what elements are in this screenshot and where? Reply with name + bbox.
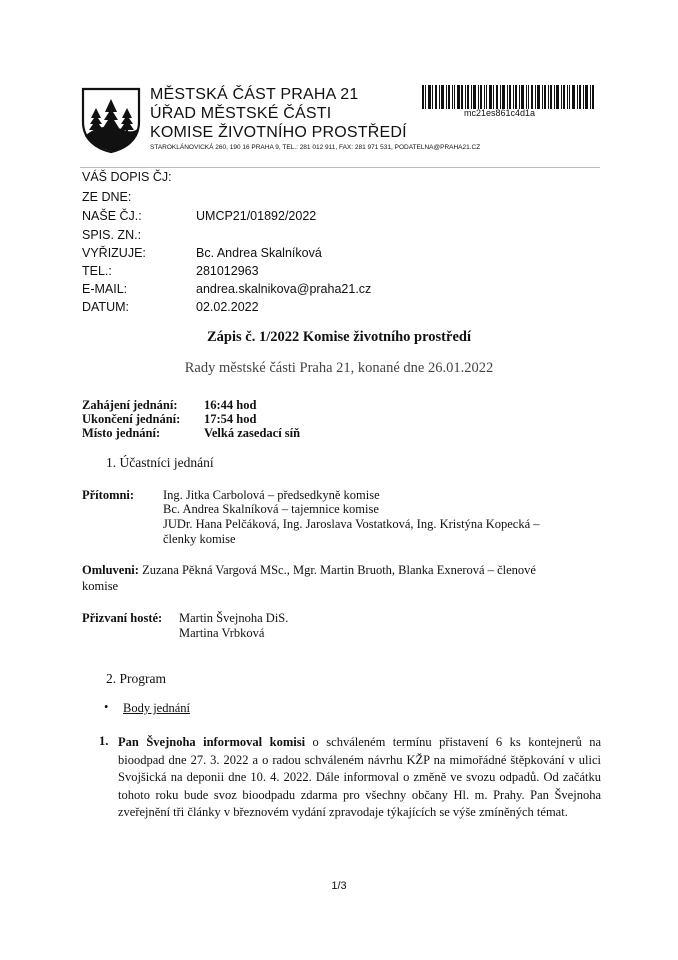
session-end-value: 17:54 hod bbox=[204, 412, 257, 426]
document-subtitle: Rady městské části Praha 21, konané dne 26.01.2022 bbox=[184, 360, 494, 376]
present-line-4: členky komise bbox=[163, 532, 236, 546]
excused-line-2: komise bbox=[82, 578, 119, 593]
meta-label-file-ref: SPIS. ZN.: bbox=[82, 228, 142, 242]
meta-label-date-from: ZE DNE: bbox=[82, 190, 132, 204]
bullet-icon: • bbox=[104, 700, 109, 714]
excused-label: Omluveni: bbox=[82, 563, 139, 577]
session-end-label: Ukončení jednání: bbox=[82, 412, 181, 426]
guest-line-2: Martina Vrbková bbox=[179, 626, 265, 640]
present-label: Přítomni: bbox=[82, 488, 135, 502]
item-1-paragraph bbox=[118, 734, 601, 822]
page-number: 1/3 bbox=[331, 880, 347, 892]
meta-label-date: DATUM: bbox=[82, 300, 129, 314]
header-divider bbox=[80, 167, 600, 168]
praha21-coat-of-arms-logo bbox=[80, 86, 142, 154]
session-place-value: Velká zasedací síň bbox=[204, 426, 301, 440]
session-start-label: Zahájení jednání: bbox=[82, 398, 178, 412]
document-title: Zápis č. 1/2022 Komise životního prostředí bbox=[207, 329, 471, 345]
present-line-2: Bc. Andrea Skalníková – tajemnice komise bbox=[163, 502, 379, 516]
header-address: STAROKLÁNOVICKÁ 260, 190 16 PRAHA 9, TEL.: 281 012 911, FAX: 281 971 531, PODATELNA@PRAHA21.CZ bbox=[150, 144, 481, 151]
meta-label-handled-by: VYŘIZUJE: bbox=[82, 246, 146, 260]
meta-label-phone: TEL.: bbox=[82, 264, 112, 278]
meta-label-email: E-MAIL: bbox=[82, 282, 128, 296]
meta-value-date: 02.02.2022 bbox=[196, 300, 259, 314]
guest-line-1: Martin Švejnoha DiS. bbox=[179, 611, 289, 625]
barcode-code: mc21es861c4d1a bbox=[464, 108, 536, 118]
meta-value-email: andrea.skalnikova@praha21.cz bbox=[196, 282, 372, 296]
meta-value-handled-by: Bc. Andrea Skalníková bbox=[196, 246, 322, 260]
item-1-bold: Pan Švejnoha informoval komisi bbox=[118, 735, 306, 749]
present-line-1: Ing. Jitka Carbolová – předsedkyně komise bbox=[163, 488, 380, 502]
item-1-number: 1. bbox=[99, 734, 109, 748]
excused-paragraph bbox=[82, 563, 602, 594]
header-line-2: ÚŘAD MĚSTSKÉ ČÁSTI bbox=[150, 105, 332, 122]
guests-label: Přizvaní hosté: bbox=[82, 611, 163, 625]
agenda-items-heading: Body jednání bbox=[123, 701, 191, 715]
present-line-3: JUDr. Hana Pelčáková, Ing. Jaroslava Vostatková, Ing. Kristýna Kopecká – bbox=[163, 517, 540, 531]
session-start-value: 16:44 hod bbox=[204, 398, 257, 412]
item-1-text: o schváleném termínu přistavení 6 ks kontejnerů na bioodpad dne 27. 3. 2022 a o radou schváleném návrhu KŽP na mimořádné štěpkování v ulici Svojšická na deponii dne 10. 4. 2022. Dále informoval o změně ve svozu odpadů. Od začátku tohoto roku bude svoz bioodpadu zdarma pro všechny občany Hl. m. Prahy. Pan Švejnoha zveřejnění tři články v březnovém vydání zpravodaje týkajících se výše zmíněných témat. bbox=[118, 735, 601, 819]
document-barcode bbox=[422, 85, 595, 109]
meta-value-phone: 281012963 bbox=[196, 264, 259, 278]
header-line-3: KOMISE ŽIVOTNÍHO PROSTŘEDÍ bbox=[150, 124, 407, 141]
meta-label-our-ref: NAŠE ČJ.: bbox=[82, 209, 142, 223]
session-place-label: Místo jednání: bbox=[82, 426, 161, 440]
header-line-1: MĚSTSKÁ ČÁST PRAHA 21 bbox=[150, 86, 359, 103]
section-participants-heading: 1. Účastníci jednání bbox=[106, 455, 214, 470]
meta-value-our-ref: UMCP21/01892/2022 bbox=[196, 209, 317, 223]
meta-label-your-letter: VÁŠ DOPIS ČJ: bbox=[82, 170, 172, 184]
section-program-heading: 2. Program bbox=[106, 671, 166, 686]
excused-line-1: Zuzana Pěkná Vargová MSc., Mgr. Martin Bruoth, Blanka Exnerová – členové bbox=[142, 563, 536, 577]
